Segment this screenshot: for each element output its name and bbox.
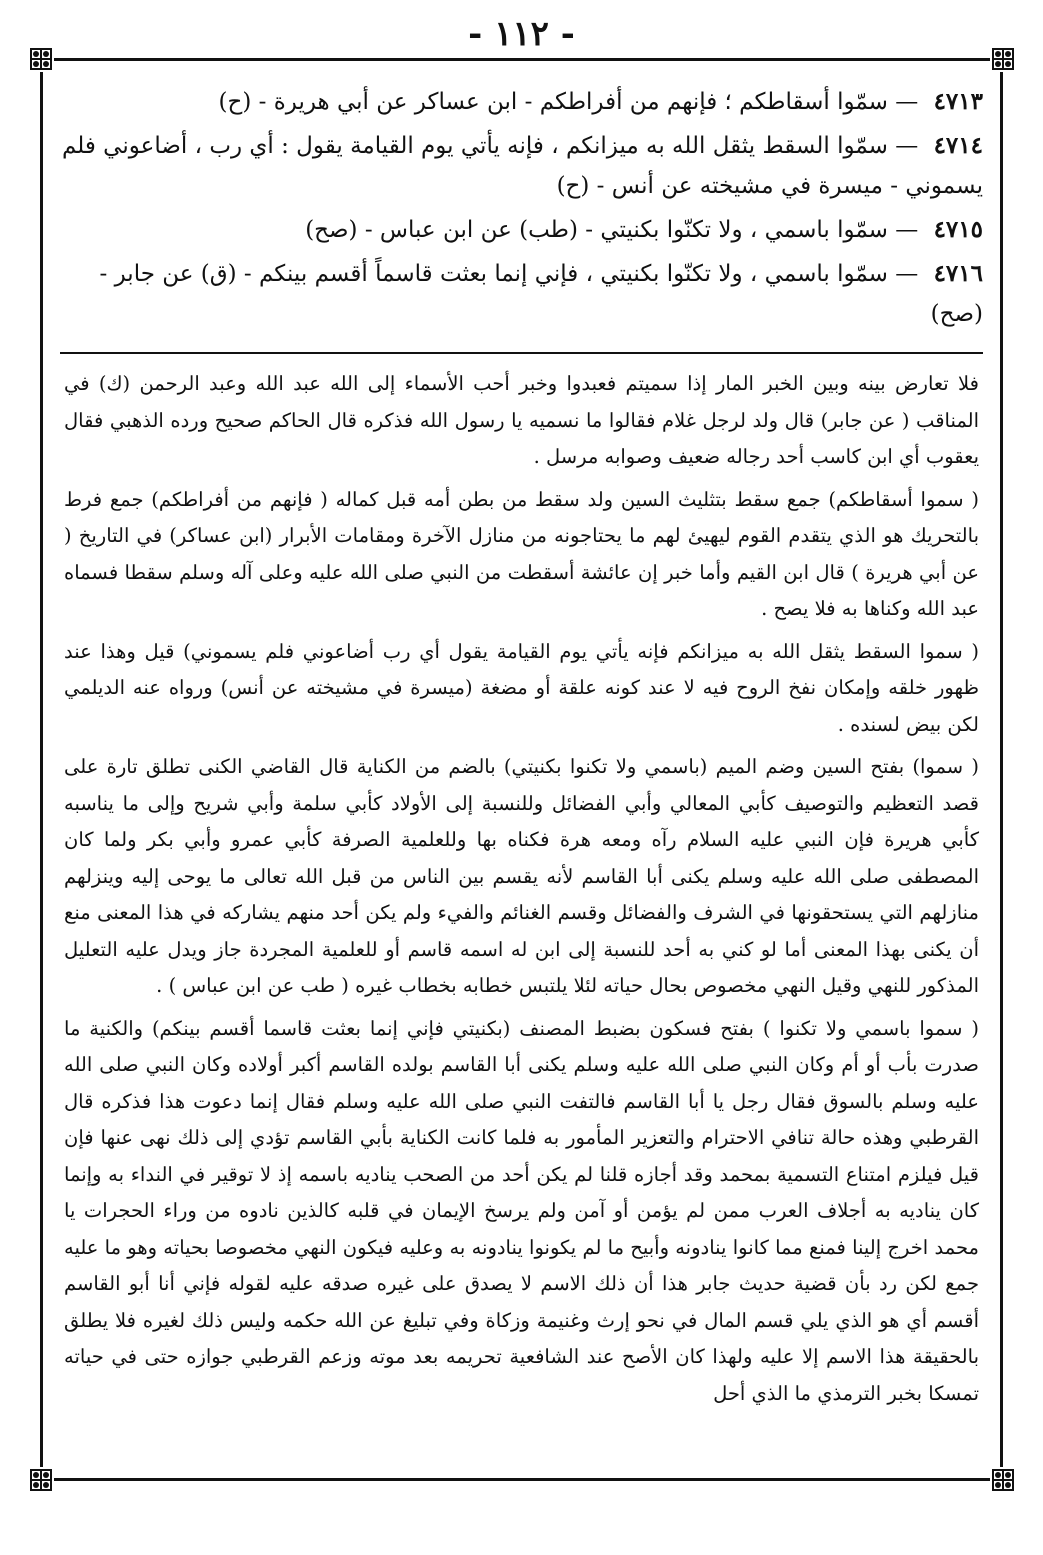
corner-ornament-icon — [28, 46, 54, 72]
commentary-paragraph: ( سموا أسقاطكم) جمع سقط بتثليث السين ولد سقط من بطن أمه قبل كماله ( فإنهم من أفراطكم) جمع فرط بالتحريك هو الذي يتقدم القوم ليهيئ لهم ما يحتاجونه من منازل الآخرة ومقامات الأبرار (ابن عساكر) في التاريخ ( عن أبي هريرة ) قال ابن القيم وأما خبر إن عائشة أسقطت من النبي صلى الله عليه وعلى آله وسلم سقطا فسماه عبد الله وكناها به فلا يصح . — [64, 487, 979, 620]
hadith-entry — [60, 254, 983, 334]
corner-ornament-icon — [990, 1467, 1016, 1493]
hadith-entry — [60, 126, 983, 206]
hadith-number: ٤٧١٣ — [933, 88, 983, 115]
section-divider — [60, 352, 983, 354]
corner-ornament-icon — [28, 1467, 54, 1493]
commentary-paragraph: ( سموا السقط يثقل الله به ميزانكم فإنه يأتي يوم القيامة يقول أي رب أضاعوني فلم يسموني) قيل وهذا عند ظهور خلقه وإمكان نفخ الروح فيه لا عند كونه علقة أو مضغة (ميسرة في مشيخته عن أنس) ورواه عنه الديلمي لكن بيض لسنده . — [64, 639, 979, 736]
page-number: - ١١٢ - — [468, 14, 575, 54]
commentary-paragraph: ( سموا باسمي ولا تكنوا ) بفتح فسكون بضبط المصنف (بكنيتي فإني إنما بعثت قاسما أقسم بينكم) والكنية ما صدرت بأب أو أم وكان النبي صلى الله عليه وسلم يكنى أبا القاسم بولده القاسم أكبر أولاده وكان النبي صلى الله عليه وسلم بالسوق فقال رجل يا أبا القاسم فالتفت النبي صلى الله عليه وسلم فقال إنما دعوت هذا فذكره قال القرطبي وهذه حالة تنافي الاحترام والتعزير المأمور به فلما كانت الكناية بأبي القاسم تؤدي إلى ذلك نهى عنها فإن قيل فيلزم امتناع التسمية بمحمد وقد أجازه قلنا لم يكن أحد من الصحب يناديه باسمه إذ لا توقير في النداء به وإنما كان يناديه به أجلاف العرب ممن لم يؤمن أو آمن ولم يرسخ الإيمان في قلبه كالذين نادوه من وراء الحجرات يا محمد اخرج إلينا فمنع مما كانوا ينادونه وأبيح ما لم يكونوا ينادونه به وعليه فيكون النهي مخصوصا بحياته وهو ما عليه جمع لكن رد بأن قضية حديث جابر هذا أن ذلك الاسم لا يصدق على غيره صدقه عليه لقوله فإني أنا أبو القاسم أقسم أي هو الذي يلي قسم المال في نحو إرث وغنيمة وزكاة وفي تبليغ عن الله حكمه وليس ذلك لغيره فلا يطلق بالحقيقة هذا الاسم إلا عليه ولهذا كان الأصح عند الشافعية تحريمه بعد موته وزعم القرطبي جوازه حتى في حياته تمسكا بخبر الترمذي ما الذي أحل — [64, 1016, 979, 1405]
commentary-paragraph: ( سموا) بفتح السين وضم الميم (باسمي ولا تكنوا بكنيتي) بالضم من الكناية قال القاضي الكنى تطلق تارة على قصد التعظيم والتوصيف كأبي المعالي وأبي الفضائل وللنسبة إلى الأولاد كأبي سلمة وأبي شريح وإلى ما يناسبه كأبي هريرة فإن النبي عليه السلام رآه ومعه هرة فكناه بها وللعلمية الصرفة كأبي عمرو وأبي بكر ولما كان المصطفى صلى الله عليه وسلم يكنى أبا القاسم لأنه يقسم بين الناس من قبل الله تعالى ما يوحى إليه وينزلهم منازلهم التي يستحقونها في الشرف والفضائل وقسم الغنائم والفيء ولم يكن أحد منهم يشاركه في هذا المعنى منع أن يكنى بهذا المعنى أما لو كني به أحد للنسبة إلى ابن له اسمه قاسم أو للعلمية المجردة جاز ويدل عليه التعليل المذكور للنهي وقيل النهي مخصوص بحال حياته لئلا يلتبس خطابه بخطاب غيره ( طب عن ابن عباس ) . — [64, 755, 979, 997]
hadith-list — [60, 82, 983, 338]
hadith-number: ٤٧١٦ — [933, 260, 983, 287]
hadith-entry — [60, 210, 983, 250]
corner-ornament-icon — [990, 46, 1016, 72]
hadith-text: — سمّوا باسمي ، ولا تكنّوا بكنيتي - (طب) عن ابن عباس - (صح) — [305, 217, 919, 243]
hadith-text: — سمّوا باسمي ، ولا تكنّوا بكنيتي ، فإني إنما بعثت قاسماً أقسم بينكم - (ق) عن جابر - (صح) — [99, 261, 983, 327]
commentary-section — [64, 366, 979, 1418]
hadith-entry — [60, 82, 983, 122]
hadith-text: — سمّوا السقط يثقل الله به ميزانكم ، فإنه يأتي يوم القيامة يقول : أي رب ، أضاعوني فلم يسموني - ميسرة في مشيخته عن أنس - (ح) — [61, 133, 983, 199]
hadith-text: — سمّوا أسقاطكم ؛ فإنهم من أفراطكم - ابن عساكر عن أبي هريرة - (ح) — [218, 89, 919, 115]
commentary-paragraph: فلا تعارض بينه وبين الخبر المار إذا سميتم فعبدوا وخبر أحب الأسماء إلى الله عبد الله وعبد الرحمن (ك) في المناقب ( عن جابر) قال ولد لرجل غلام فقالوا ما نسميه يا رسول الله فذكره قال الحاكم صحيح ورده الذهبي فقال يعقوب أي ابن كاسب أحد رجاله ضعيف وصوابه مرسل . — [64, 372, 979, 468]
hadith-number: ٤٧١٤ — [933, 132, 983, 159]
hadith-number: ٤٧١٥ — [933, 216, 983, 243]
